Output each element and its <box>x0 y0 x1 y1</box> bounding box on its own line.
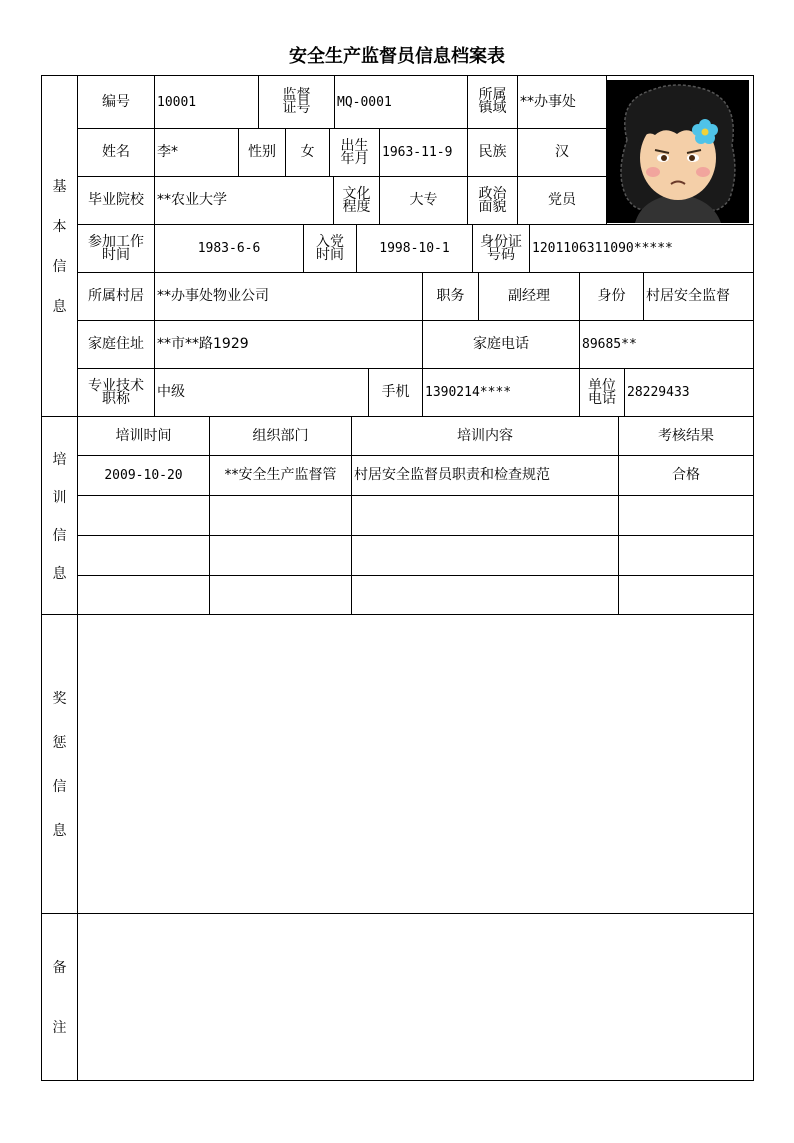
training-row-2-dept[interactable] <box>210 496 352 536</box>
training-row-3-result[interactable] <box>619 536 754 576</box>
training-row-3-time[interactable] <box>78 536 210 576</box>
ethnic-label: 民族 <box>468 129 518 177</box>
school-label: 毕业院校 <box>78 177 155 225</box>
name-value[interactable]: 李* <box>155 129 239 177</box>
town-value[interactable]: **办事处 <box>518 76 607 129</box>
training-row-1-dept[interactable]: **安全生产监督管 <box>210 456 352 496</box>
political-value[interactable]: 党员 <box>518 177 607 225</box>
idcard-value[interactable]: 1201106311090***** <box>530 225 754 273</box>
work-phone-value[interactable]: 28229433 <box>625 369 754 417</box>
mobile-label: 手机 <box>369 369 423 417</box>
duty-label: 职务 <box>423 273 479 321</box>
identity-value[interactable]: 村居安全监督 <box>644 273 754 321</box>
training-row-1-content[interactable]: 村居安全监督员职责和检查规范 <box>352 456 619 496</box>
training-header-time: 培训时间 <box>78 417 210 456</box>
training-header-dept: 组织部门 <box>210 417 352 456</box>
training-row-4-time[interactable] <box>78 576 210 615</box>
address-label: 家庭住址 <box>78 321 155 369</box>
home-phone-label: 家庭电话 <box>423 321 580 369</box>
name-label: 姓名 <box>78 129 155 177</box>
training-header-content: 培训内容 <box>352 417 619 456</box>
ethnic-value[interactable]: 汉 <box>518 129 607 177</box>
duty-value[interactable]: 副经理 <box>479 273 580 321</box>
rewards-content[interactable] <box>78 615 754 914</box>
training-row-4-dept[interactable] <box>210 576 352 615</box>
id-label: 编号 <box>78 76 155 129</box>
birth-value[interactable]: 1963-11-9 <box>380 129 468 177</box>
training-row-3-content[interactable] <box>352 536 619 576</box>
training-row-2-time[interactable] <box>78 496 210 536</box>
training-header-result: 考核结果 <box>619 417 754 456</box>
cartoon-girl-portrait-icon <box>607 80 749 223</box>
gender-label: 性别 <box>239 129 286 177</box>
training-row-2-result[interactable] <box>619 496 754 536</box>
village-label: 所属村居 <box>78 273 155 321</box>
tech-title-value[interactable]: 中级 <box>155 369 369 417</box>
training-row-3-dept[interactable] <box>210 536 352 576</box>
section-basic-label: 基 本 信 息 <box>42 76 78 417</box>
work-start-label: 参加工作 时间 <box>78 225 155 273</box>
political-label: 政治 面貌 <box>468 177 518 225</box>
page-title: 安全生产监督员信息档案表 <box>289 46 505 67</box>
work-phone-label: 单位 电话 <box>580 369 625 417</box>
edu-label: 文化 程度 <box>334 177 380 225</box>
birth-label: 出生 年月 <box>330 129 380 177</box>
identity-label: 身份 <box>580 273 644 321</box>
info-form-table <box>41 75 754 1081</box>
photo-image <box>607 80 749 223</box>
cert-label: 监督 证号 <box>259 76 335 129</box>
party-label: 入党 时间 <box>304 225 357 273</box>
section-rewards-label: 奖 惩 信 息 <box>42 615 78 914</box>
party-value[interactable]: 1998-10-1 <box>357 225 473 273</box>
town-label: 所属 镇域 <box>468 76 518 129</box>
school-value[interactable]: **农业大学 <box>155 177 334 225</box>
gender-value[interactable]: 女 <box>286 129 330 177</box>
training-row-2-content[interactable] <box>352 496 619 536</box>
section-remarks-label: 备 注 <box>42 914 78 1081</box>
home-phone-value[interactable]: 89685** <box>580 321 754 369</box>
training-row-1-result[interactable]: 合格 <box>619 456 754 496</box>
training-row-1-time[interactable]: 2009-10-20 <box>78 456 210 496</box>
training-row-4-result[interactable] <box>619 576 754 615</box>
work-start-value[interactable]: 1983-6-6 <box>155 225 304 273</box>
section-training-label: 培 训 信 息 <box>42 417 78 615</box>
mobile-value[interactable]: 1390214**** <box>423 369 580 417</box>
address-value[interactable]: **市**路1929 <box>155 321 423 369</box>
village-value[interactable]: **办事处物业公司 <box>155 273 423 321</box>
training-row-4-content[interactable] <box>352 576 619 615</box>
edu-value[interactable]: 大专 <box>380 177 468 225</box>
tech-title-label: 专业技术 职称 <box>78 369 155 417</box>
id-value[interactable]: 10001 <box>155 76 259 129</box>
remarks-content[interactable] <box>78 914 754 1081</box>
cert-value[interactable]: MQ-0001 <box>335 76 468 129</box>
idcard-label: 身份证 号码 <box>473 225 530 273</box>
